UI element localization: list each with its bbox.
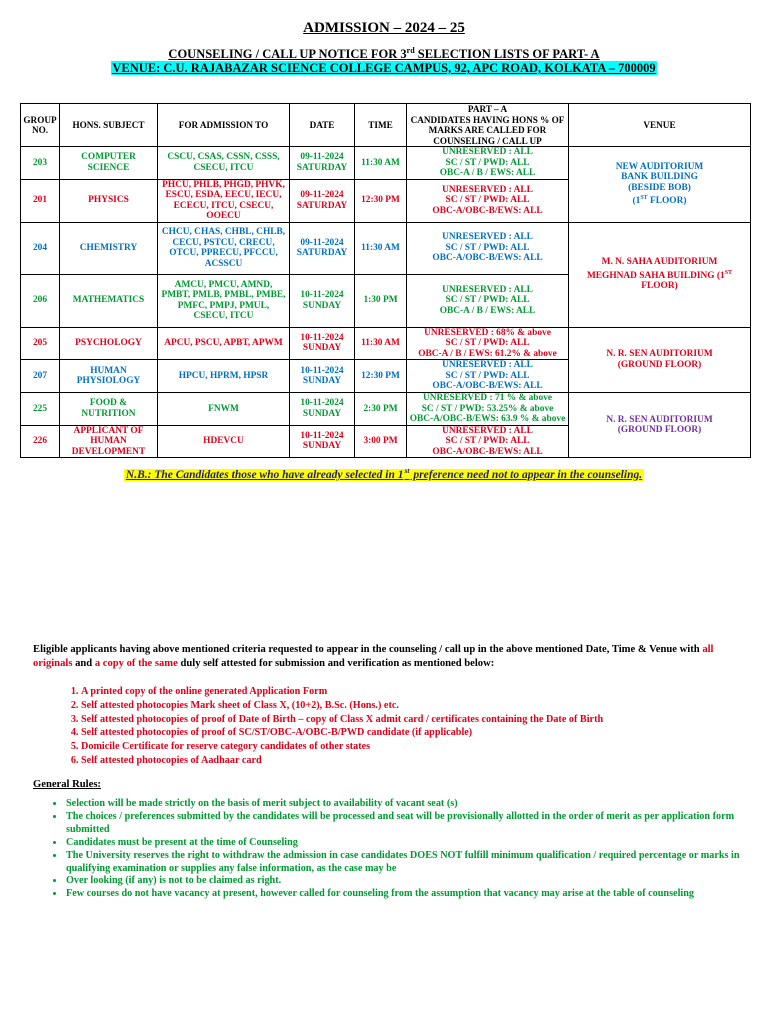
required-documents-list xyxy=(33,685,768,768)
list-item: 2. Self attested photocopies Mark sheet of Class X, (10+2), B.Sc. (Hons.) etc. xyxy=(81,699,768,713)
cell-group: 226 xyxy=(21,425,60,458)
cell-group: 206 xyxy=(21,274,60,327)
header-time: TIME xyxy=(355,104,407,147)
list-item: 5. Domicile Certificate for reserve category candidates of other states xyxy=(81,740,768,754)
cell-date: 10-11-2024 SUNDAY xyxy=(290,274,355,327)
general-rules-heading: General Rules: xyxy=(33,779,101,790)
list-item: 1. A printed copy of the online generated Application Form xyxy=(81,685,768,699)
counseling-schedule-table xyxy=(20,103,751,458)
cell-marks: UNRESERVED : ALL SC / ST / PWD: ALL OBC-A / B / EWS: ALL xyxy=(407,147,569,180)
venue-line: VENUE: C.U. RAJABAZAR SCIENCE COLLEGE CAMPUS, 92, APC ROAD, KOLKATA – 700009 xyxy=(112,61,656,75)
cell-admission: HPCU, HPRM, HPSR xyxy=(158,360,290,393)
cell-group: 225 xyxy=(21,393,60,426)
list-item: • The University reserves the right to withdraw the admission in case candidates DOES NOT fulfill minimum qualification / required percentage or marks in qualifying examination or supplies any false information, as the case may be xyxy=(65,850,768,876)
cell-admission: AMCU, PMCU, AMND, PMBT, PMLB, PMBL, PMBE, PMFC, PMPJ, PMUL, CSECU, ITCU xyxy=(158,274,290,327)
cell-subject: APPLICANT OF HUMAN DEVELOPMENT xyxy=(60,425,158,458)
cell-group: 201 xyxy=(21,179,60,222)
cell-date: 09-11-2024 SATURDAY xyxy=(290,179,355,222)
venue-nr-sen-auditorium: N. R. SEN AUDITORIUM (GROUND FLOOR) xyxy=(569,327,751,393)
cell-time: 11:30 AM xyxy=(355,147,407,180)
cell-group: 204 xyxy=(21,222,60,274)
list-item: 4. Self attested photocopies of proof of SC/ST/OBC-A/OBC-B/PWD candidate (if applicable) xyxy=(81,726,768,740)
table-row xyxy=(21,147,751,180)
cell-marks: UNRESERVED : ALL SC / ST / PWD: ALL OBC-A/OBC-B/EWS: ALL xyxy=(407,222,569,274)
cell-subject: PSYCHOLOGY xyxy=(60,327,158,360)
cell-group: 203 xyxy=(21,147,60,180)
cell-subject: CHEMISTRY xyxy=(60,222,158,274)
header-marks: PART – A CANDIDATES HAVING HONS % OF MARKS ARE CALLED FOR COUNSELING / CALL UP xyxy=(407,104,569,147)
table-row xyxy=(21,327,751,360)
cell-time: 11:30 AM xyxy=(355,327,407,360)
cell-date: 10-11-2024 SUNDAY xyxy=(290,425,355,458)
list-item: • The choices / preferences submitted by the candidates will be processed and seat will be provisionally allotted in the order of merit as per application form submitted xyxy=(65,811,768,837)
cell-subject: FOOD & NUTRITION xyxy=(60,393,158,426)
list-item: • Over looking (if any) is not to be claimed as right. xyxy=(65,875,768,888)
cell-date: 09-11-2024 SATURDAY xyxy=(290,147,355,180)
cell-marks: UNRESERVED : 71 % & above SC / ST / PWD: 53.25% & above OBC-A/OBC-B/EWS: 63.9 % & above xyxy=(407,393,569,426)
general-rules-list xyxy=(33,798,768,901)
table-row xyxy=(21,222,751,274)
cell-time: 1:30 PM xyxy=(355,274,407,327)
venue-mn-saha-auditorium: M. N. SAHA AUDITORIUM MEGHNAD SAHA BUILDING (1ST FLOOR) xyxy=(569,222,751,327)
cell-marks: UNRESERVED : ALL SC / ST / PWD: ALL OBC-A / B / EWS: ALL xyxy=(407,274,569,327)
cell-date: 10-11-2024 SUNDAY xyxy=(290,327,355,360)
cell-marks: UNRESERVED : ALL SC / ST / PWD: ALL OBC-A/OBC-B/EWS: ALL xyxy=(407,179,569,222)
cell-admission: APCU, PSCU, APBT, APWM xyxy=(158,327,290,360)
header-group: GROUP NO. xyxy=(21,104,60,147)
instructions-paragraph: Eligible applicants having above mentioned criteria requested to appear in the counseling / call up in the above mentioned Date, Time & Venue with all originals and a copy of the same duly self attested for submission and verification as mentioned below: xyxy=(33,644,714,669)
cell-subject: MATHEMATICS xyxy=(60,274,158,327)
cell-time: 11:30 AM xyxy=(355,222,407,274)
cell-time: 2:30 PM xyxy=(355,393,407,426)
notice-subtitle: COUNSELING / CALL UP NOTICE FOR 3rd SELECTION LISTS OF PART- A xyxy=(168,46,600,62)
cell-time: 12:30 PM xyxy=(355,360,407,393)
list-item: • Selection will be made strictly on the basis of merit subject to availability of vacant seat (s) xyxy=(65,798,768,811)
list-item: 6. Self attested photocopies of Aadhaar card xyxy=(81,754,768,768)
header-subject: HONS. SUBJECT xyxy=(60,104,158,147)
cell-marks: UNRESERVED : ALL SC / ST / PWD: ALL OBC-A/OBC-B/EWS: ALL xyxy=(407,360,569,393)
cell-marks: UNRESERVED : ALL SC / ST / PWD: ALL OBC-A/OBC-B/EWS: ALL xyxy=(407,425,569,458)
venue-new-auditorium: NEW AUDITORIUM BANK BUILDING (BESIDE BOB) (1ST FLOOR) xyxy=(569,147,751,223)
cell-admission: PHCU, PHLB, PHGD, PHVK, ESCU, ESDA, EECU, IECU, ECECU, ITCU, CSECU, OOECU xyxy=(158,179,290,222)
cell-group: 207 xyxy=(21,360,60,393)
list-item: • Candidates must be present at the time of Counseling xyxy=(65,837,768,850)
table-header-row xyxy=(21,104,751,147)
header-venue: VENUE xyxy=(569,104,751,147)
cell-subject: HUMAN PHYSIOLOGY xyxy=(60,360,158,393)
cell-admission: CSCU, CSAS, CSSN, CSSS, CSECU, ITCU xyxy=(158,147,290,180)
cell-marks: UNRESERVED : 68% & above SC / ST / PWD: ALL OBC-A / B / EWS: 61.2% & above xyxy=(407,327,569,360)
header-admission: FOR ADMISSION TO xyxy=(158,104,290,147)
cell-date: 10-11-2024 SUNDAY xyxy=(290,393,355,426)
cell-group: 205 xyxy=(21,327,60,360)
page-title: ADMISSION – 2024 – 25 xyxy=(303,20,465,36)
note-line: N.B.: The Candidates those who have already selected in 1st preference need not to appear in the counseling. xyxy=(125,466,643,481)
cell-date: 10-11-2024 SUNDAY xyxy=(290,360,355,393)
cell-admission: CHCU, CHAS, CHBL, CHLB, CECU, PSTCU, CRECU, OTCU, PPRECU, PFCCU, ACSSCU xyxy=(158,222,290,274)
cell-admission: HDEVCU xyxy=(158,425,290,458)
header-date: DATE xyxy=(290,104,355,147)
cell-subject: PHYSICS xyxy=(60,179,158,222)
cell-subject: COMPUTER SCIENCE xyxy=(60,147,158,180)
cell-admission: FNWM xyxy=(158,393,290,426)
cell-time: 12:30 PM xyxy=(355,179,407,222)
list-item: 3. Self attested photocopies of proof of Date of Birth – copy of Class X admit card / certificates containing the Date of Birth xyxy=(81,713,768,727)
list-item: • Few courses do not have vacancy at present, however called for counseling from the assumption that vacancy may arise at the table of counseling xyxy=(65,888,768,901)
cell-date: 09-11-2024 SATURDAY xyxy=(290,222,355,274)
table-row xyxy=(21,393,751,426)
cell-time: 3:00 PM xyxy=(355,425,407,458)
venue-nr-sen-auditorium-2: N. R. SEN AUDITORIUM (GROUND FLOOR) xyxy=(569,393,751,458)
